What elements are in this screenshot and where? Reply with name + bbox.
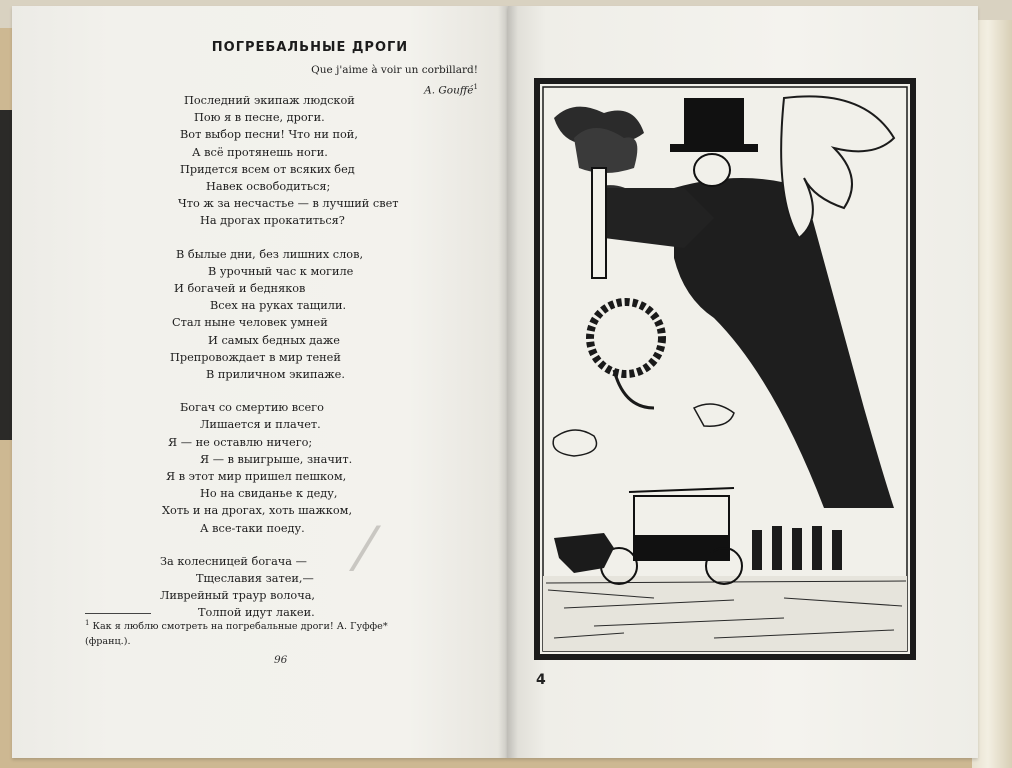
- poem-line: А все-таки поеду.: [200, 521, 305, 535]
- poem-line: В приличном экипаже.: [206, 368, 345, 382]
- woodcut-illustration: [534, 78, 916, 660]
- poem-line: Я в этот мир пришел пешком,: [166, 470, 347, 484]
- poem-line: Лишается и плачет.: [200, 418, 321, 432]
- page-number-right: 4: [536, 672, 546, 688]
- page-edges: [972, 20, 1012, 768]
- angel-face: [694, 154, 730, 186]
- ground: [543, 576, 907, 651]
- poem-line: В урочный час к могиле: [208, 264, 354, 278]
- epigraph-author: A. Gouffé: [424, 84, 474, 97]
- poem-line: Пою я в песне, дроги.: [194, 111, 325, 125]
- poem-line: На дрогах прокатиться?: [200, 214, 345, 228]
- poem-line: Богач со смертию всего: [180, 401, 324, 415]
- poem-line: И самых бедных даже: [208, 333, 340, 347]
- poem-line: Всех на руках тащили.: [210, 299, 347, 313]
- epigraph-quote: Que j'aime à voir un corbillard!: [311, 64, 478, 76]
- poem-line: Препровождает в мир теней: [170, 350, 341, 364]
- stanza-1: [160, 92, 460, 230]
- stanza-4: [160, 553, 460, 622]
- poem-line: А всё протянешь ноги.: [192, 145, 328, 159]
- poem-line: Стал ныне человек умней: [172, 316, 328, 330]
- poem-title: ПОГРЕБАЛЬНЫЕ ДРОГИ: [211, 40, 409, 55]
- book-gutter: [498, 6, 518, 758]
- poem-line: В былые дни, без лишних слов,: [176, 247, 364, 261]
- footnote-mark: 1: [85, 619, 90, 627]
- poem-line: Хоть и на дрогах, хоть шажком,: [162, 504, 353, 518]
- poem-line: Навек освободиться;: [206, 180, 331, 194]
- poem-body: [160, 92, 460, 638]
- epigraph-footnote-mark: 1: [473, 83, 478, 91]
- poem-line: И богачей и бедняков: [174, 282, 306, 296]
- poem-line: Я — не оставлю ничего;: [168, 435, 313, 449]
- poem-line: Я — в выигрыше, значит.: [200, 452, 353, 466]
- bleed-through-mark: ⁄: [360, 515, 371, 585]
- poem-line: Что ж за несчастье — в лучший свет: [178, 197, 399, 211]
- stanza-2: [160, 246, 460, 384]
- footnote-rule: [85, 613, 151, 614]
- poem-line: Придется всем от всяких бед: [180, 162, 355, 176]
- poem-line: Ливрейный траур волоча,: [160, 589, 316, 603]
- footnote: [85, 616, 485, 649]
- poem-line: Последний экипаж людской: [184, 94, 355, 107]
- poem-line: Вот выбор песни! Что ни пой,: [180, 128, 358, 142]
- top-hat: [684, 98, 744, 148]
- poem-line: За колесницей богача —: [160, 554, 307, 568]
- scroll: [592, 168, 606, 278]
- page-number-left: 96: [274, 654, 288, 666]
- footnote-lang: (франц.).: [85, 636, 131, 648]
- stanza-3: [160, 399, 460, 537]
- footnote-text: Как я люблю смотреть на погребальные дроги! А. Гуффе*: [92, 621, 388, 633]
- poem-line: Толпой идут лакеи.: [198, 606, 315, 620]
- poem-line: Но на свиданье к деду,: [200, 487, 338, 501]
- poem-line: Тщеславия затеи,—: [196, 572, 314, 586]
